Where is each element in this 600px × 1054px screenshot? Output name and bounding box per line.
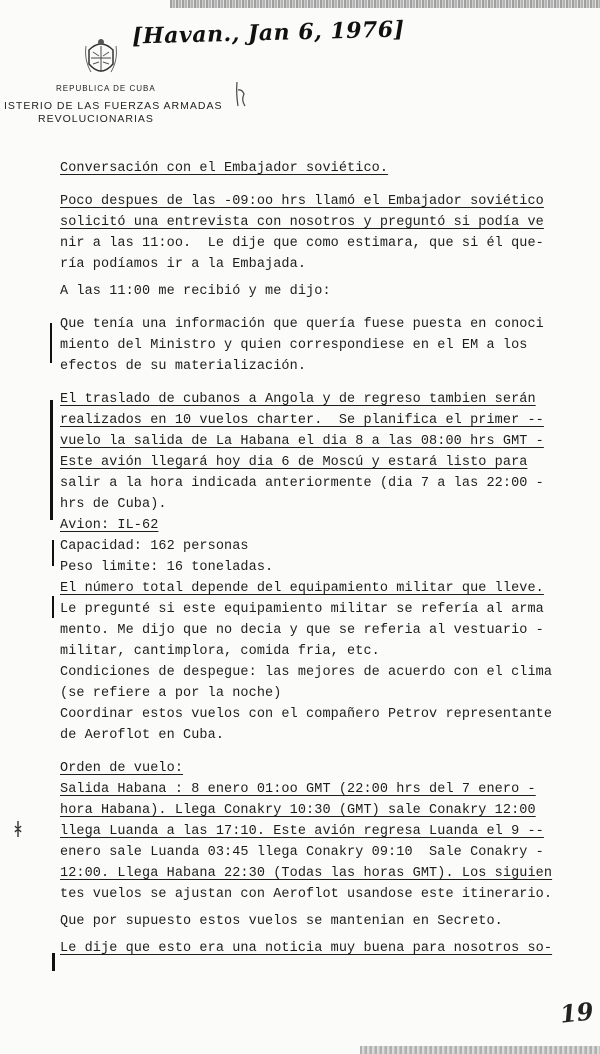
flight-order-line: 12:00. Llega Habana 22:30 (Todas las horas GMT). Los siguien [60,866,553,881]
equipment-line: Coordinar estos vuelos con el compañero Petrov representante [60,707,553,722]
document-title: Conversación con el Embajador soviético. [60,161,389,176]
margin-mark-icon [13,820,23,838]
margin-bracket [52,596,60,618]
meeting-line: A las 11:00 me recibió y me dijo: [60,284,331,299]
info-line: Que tenía una información que quería fuese puesta en conoci [60,317,544,332]
equipment-line: Condiciones de despegue: las mejores de acuerdo con el clima [60,665,553,680]
flight-order-line: llega Luanda a las 17:10. Este avión regresa Luanda el 9 -- [60,824,544,839]
equipment-line: El número total depende del equipamiento militar que lleve. [60,581,544,596]
transfer-line: hrs de Cuba). [60,497,167,512]
document-body [60,158,580,959]
spec-line: Avion: IL-62 [60,518,159,533]
scan-edge-top [170,0,600,8]
equipment-line: mento. Me dijo que no decia y que se referia al vestuario - [60,623,544,638]
letterhead-country: REPUBLICA DE CUBA [56,84,156,93]
handwritten-date-note: [Havan., Jan 6, 1976] [131,16,405,50]
equipment-line: (se refiere a por la noche) [60,686,282,701]
closing-line: Le dije que esto era una noticia muy buena para nosotros so- [60,941,553,956]
intro-line: Poco despues de las -09:oo hrs llamó el Embajador soviético [60,194,544,209]
margin-bracket [52,540,60,566]
equipment-line: militar, cantimplora, comida fria, etc. [60,644,380,659]
letterhead-ministry-cont: REVOLUCIONARIAS [38,113,154,125]
scan-edge-bottom [360,1046,600,1054]
flight-order-line: Salida Habana : 8 enero 01:oo GMT (22:00 hrs del 7 enero - [60,782,536,797]
secret-line: Que por supuesto estos vuelos se mantenian en Secreto. [60,914,503,929]
intro-line: ría podíamos ir a la Embajada. [60,257,307,272]
info-line: miento del Ministro y quien correspondiese en el EM a los [60,338,528,353]
margin-bracket [50,323,58,363]
transfer-line: vuelo la salida de La Habana el dia 8 a las 08:00 hrs GMT - [60,434,544,449]
transfer-line: El traslado de cubanos a Angola y de regreso tambien serán [60,392,536,407]
margin-bracket [50,400,59,520]
info-line: efectos de su materialización. [60,359,307,374]
coat-of-arms-icon [83,36,119,80]
page-number: 19 [558,996,595,1029]
flight-order-heading: Orden de vuelo: [60,761,184,776]
transfer-line: salir a la hora indicada anteriormente (dia 7 a las 22:00 - [60,476,544,491]
handwritten-mark-icon [233,80,249,110]
flight-order-line: hora Habana). Llega Conakry 10:30 (GMT) sale Conakry 12:00 [60,803,536,818]
flight-order-line: enero sale Luanda 03:45 llega Conakry 09:10 Sale Conakry - [60,845,544,860]
equipment-line: Le pregunté si este equipamiento militar se refería al arma [60,602,544,617]
equipment-line: de Aeroflot en Cuba. [60,728,225,743]
intro-line: nir a las 11:oo. Le dije que como estimara, que si él que- [60,236,544,251]
transfer-line: Este avión llegará hoy dia 6 de Moscú y estará listo para [60,455,528,470]
spec-line: Capacidad: 162 personas [60,539,249,554]
intro-line: solicitó una entrevista con nosotros y preguntó si podía ve [60,215,544,230]
letterhead-ministry: ISTERIO DE LAS FUERZAS ARMADAS [4,100,223,112]
spec-line: Peso limite: 16 toneladas. [60,560,274,575]
flight-order-line: tes vuelos se ajustan con Aeroflot usandose este itinerario. [60,887,553,902]
transfer-line: realizados en 10 vuelos charter. Se planifica el primer -- [60,413,544,428]
